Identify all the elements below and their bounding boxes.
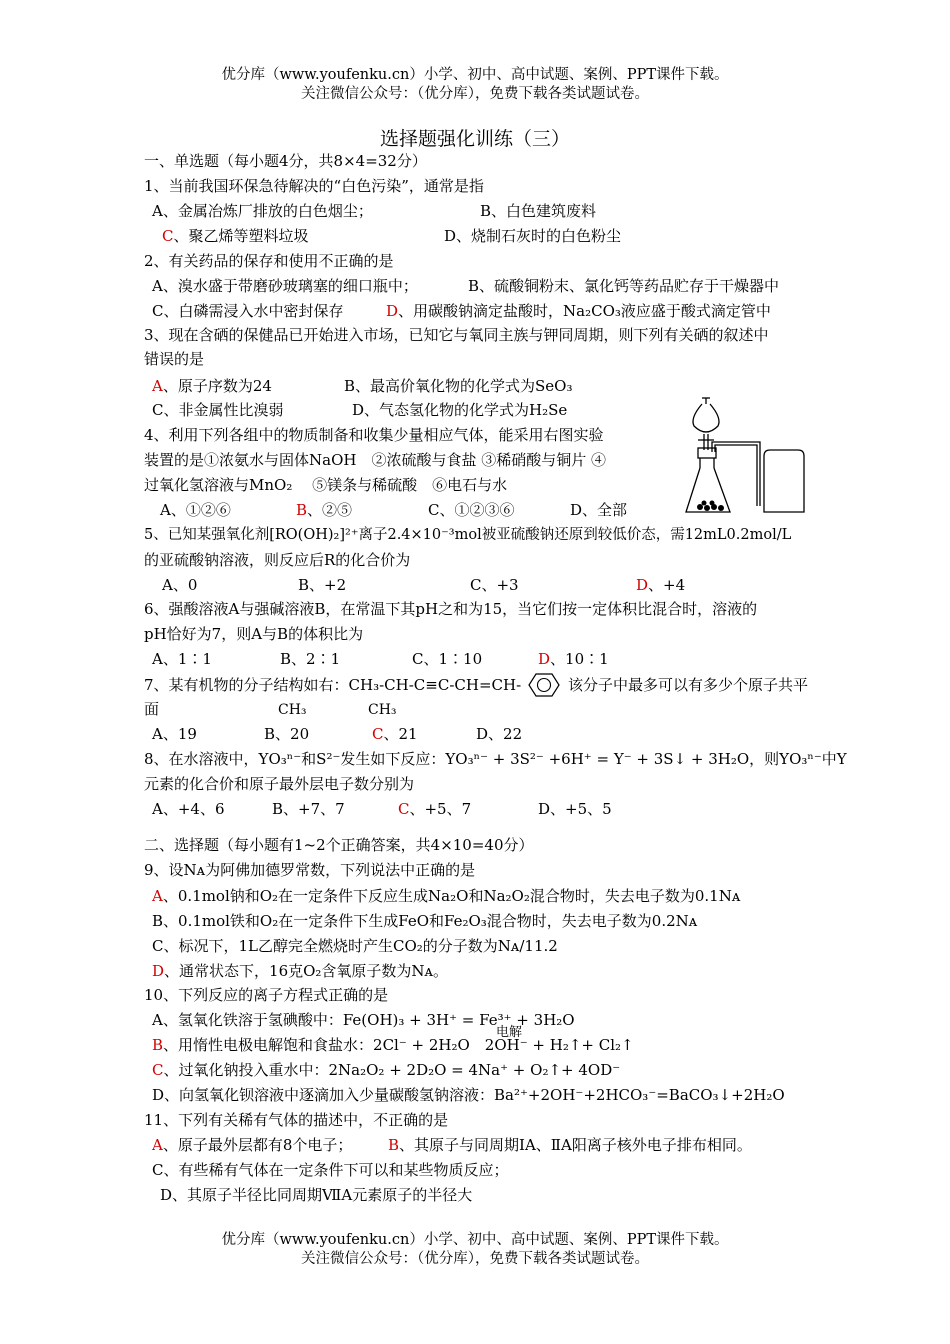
- q9-answer-mark-d: D: [152, 962, 165, 980]
- q4-option-d: D、全部: [570, 501, 628, 519]
- q3-option-c: C、非金属性比溴弱: [152, 401, 284, 419]
- q3-answer-mark: A: [152, 377, 163, 395]
- section-2-heading: 二、选择题（每小题有1~2个正确答案，共4×10=40分）: [144, 836, 534, 854]
- gas-apparatus-diagram: [684, 396, 814, 520]
- q9-stem: 9、设Nᴀ为阿佛加德罗常数，下列说法中正确的是: [144, 861, 476, 879]
- q10-option-b: B、用惰性电极电解饱和食盐水：2Cl⁻ + 2H₂O 2OH⁻ + H₂↑+ Cl₂↑: [152, 1036, 634, 1054]
- q7-stem-2: 面: [144, 700, 160, 718]
- q8-option-d: D、+5、5: [538, 800, 612, 818]
- q6-stem-2: pH恰好为7，则A与B的体积比为: [144, 625, 364, 643]
- q9-answer-mark-a: A: [152, 887, 163, 905]
- q11-answer-mark-b: B: [388, 1136, 400, 1154]
- q1-option-c: C、聚乙烯等塑料垃圾: [162, 227, 309, 245]
- header-line-1: 优分库（www.youfenku.cn）小学、初中、高中试题、案例、PPT课件下载。: [221, 67, 729, 83]
- q10-option-a: A、氢氧化铁溶于氢碘酸中：Fe(OH)₃ + 3H⁺ = Fe³⁺ + 3H₂O: [152, 1011, 575, 1029]
- q11-option-c: C、有些稀有气体在一定条件下可以和某些物质反应；: [152, 1161, 509, 1179]
- q7-answer-mark: C: [372, 725, 384, 743]
- q1-option-d: D、烧制石灰时的白色粉尘: [444, 227, 622, 245]
- q11-stem: 11、下列有关稀有气体的描述中，不正确的是: [144, 1111, 449, 1129]
- q5-option-a: A、0: [162, 576, 198, 594]
- page-title: 选择题强化训练（三）: [379, 128, 570, 150]
- q3-option-b: B、最高价氧化物的化学式为SeO₃: [344, 377, 573, 395]
- q1-stem: 1、当前我国环保急待解决的“白色污染”，通常是指: [144, 177, 484, 195]
- q10-option-d: D、向氢氧化钡溶液中逐滴加入少量碳酸氢钠溶液：Ba²⁺+2OH⁻+2HCO₃⁻=BaCO₃↓+2H₂O: [152, 1086, 785, 1104]
- q7-option-b: B、20: [264, 725, 310, 743]
- q4-option-a: A、①②⑥: [160, 501, 231, 519]
- q4-answer-mark: B: [296, 501, 308, 519]
- q6-answer-mark: D: [538, 650, 551, 668]
- q2-option-d: D、用碳酸钠滴定盐酸时，Na₂CO₃液应盛于酸式滴定管中: [386, 302, 771, 320]
- q11-option-b: B、其原子与同周期ⅠA、ⅡA阳离子核外电子排布相同。: [388, 1136, 752, 1154]
- q10-answer-mark-b: B: [152, 1036, 164, 1054]
- q8-option-b: B、+7、7: [272, 800, 345, 818]
- q2-option-b: B、硫酸铜粉末、氯化钙等药品贮存于干燥器中: [468, 277, 780, 295]
- q5-option-d: D、+4: [636, 576, 686, 594]
- q7-methyl-a: CH₃: [278, 702, 307, 718]
- q8-stem-1: 8、在水溶液中，YO₃ⁿ⁻和S²⁻发生如下反应：YO₃ⁿ⁻ + 3S²⁻ +6H⁺ = Y⁻ + 3S↓ + 3H₂O，则YO₃ⁿ⁻中Y: [144, 750, 847, 768]
- q4-stem-3: 过氧化氢溶液与MnO₂ ⑤镁条与稀硫酸 ⑥电石与水: [144, 476, 508, 494]
- q4-stem-1: 4、利用下列各组中的物质制备和收集少量相应气体，能采用右图实验: [144, 426, 604, 444]
- q7-option-d: D、22: [476, 725, 523, 743]
- q9-option-b: B、0.1mol铁和O₂在一定条件下生成FeO和Fe₂O₃混合物时，失去电子数为0.2Nᴀ: [152, 912, 698, 930]
- q6-option-b: B、2∶1: [280, 650, 341, 668]
- q7-methyl-b: CH₃: [368, 702, 397, 718]
- q2-option-c: C、白磷需浸入水中密封保存: [152, 302, 344, 320]
- q5-stem-2: 的亚硫酸钠溶液，则反应后R的化合价为: [144, 551, 411, 569]
- q11-option-a: A、原子最外层都有8个电子；: [152, 1136, 353, 1154]
- q4-stem-2: 装置的是①浓氨水与固体NaOH ②浓硫酸与食盐 ③稀硝酸与铜片 ④: [144, 451, 606, 469]
- q4-option-b: B、②⑤: [296, 501, 353, 519]
- q6-option-c: C、1∶10: [412, 650, 483, 668]
- q8-option-a: A、+4、6: [152, 800, 225, 818]
- q2-stem: 2、有关药品的保存和使用不正确的是: [144, 252, 394, 270]
- benzene-ring-icon: [528, 672, 560, 698]
- q5-answer-mark: D: [636, 576, 649, 594]
- q6-option-d: D、10∶1: [538, 650, 609, 668]
- q8-answer-mark: C: [398, 800, 410, 818]
- q10-option-c: C、过氧化钠投入重水中：2Na₂O₂ + 2D₂O = 4Na⁺ + O₂↑+ 4OD⁻: [152, 1061, 621, 1079]
- q2-option-a: A、溴水盛于带磨砂玻璃塞的细口瓶中；: [152, 277, 418, 295]
- q3-option-d: D、气态氢化物的化学式为H₂Se: [352, 401, 568, 419]
- q10-stem: 10、下列反应的离子方程式正确的是: [144, 986, 389, 1004]
- q5-option-b: B、+2: [298, 576, 347, 594]
- q9-option-d: D、通常状态下，16克O₂含氧原子数为Nᴀ。: [152, 962, 449, 980]
- q5-stem-1: 5、已知某强氧化剂[RO(OH)₂]²⁺离子2.4×10⁻³mol被亚硫酸钠还原到较低价态，需12mL0.2mol/L: [144, 527, 792, 543]
- footer-line-1: 优分库（www.youfenku.cn）小学、初中、高中试题、案例、PPT课件下载。: [221, 1232, 729, 1248]
- q1-option-b: B、白色建筑废料: [480, 202, 597, 220]
- q3-stem-1: 3、现在含硒的保健品已开始进入市场，已知它与氧同主族与钾同周期，则下列有关硒的叙述中: [144, 326, 769, 344]
- q10-electrolysis-label: 电解: [496, 1025, 523, 1040]
- section-1-heading: 一、单选题（每小题4分，共8×4=32分）: [144, 152, 427, 170]
- q11-option-d: D、其原子半径比同周期ⅦA元素原子的半径大: [160, 1186, 473, 1204]
- q1-answer-mark: C: [162, 227, 174, 245]
- q11-answer-mark-a: A: [152, 1136, 163, 1154]
- header-line-2: 关注微信公众号：（优分库），免费下载各类试题试卷。: [301, 86, 649, 102]
- q9-option-a: A、0.1mol钠和O₂在一定条件下反应生成Na₂O和Na₂O₂混合物时，失去电子数为0.1Nᴀ: [152, 887, 741, 905]
- q3-option-a: A、原子序数为24: [152, 377, 272, 395]
- q8-stem-2: 元素的化合价和原子最外层电子数分别为: [144, 775, 415, 793]
- q2-answer-mark: D: [386, 302, 399, 320]
- q6-stem-1: 6、强酸溶液A与强碱溶液B，在常温下其pH之和为15，当它们按一定体积比混合时，溶液的: [144, 600, 758, 618]
- q7-stem-1: 7、某有机物的分子结构如右：CH₃-CH-C≡C-CH=CH-: [144, 676, 522, 694]
- q8-option-c: C、+5、7: [398, 800, 472, 818]
- q3-stem-2: 错误的是: [144, 350, 205, 368]
- q7-stem-1b: 该分子中最多可以有多少个原子共平: [568, 676, 809, 694]
- q5-option-c: C、+3: [470, 576, 519, 594]
- q7-option-a: A、19: [152, 725, 197, 743]
- q1-option-a: A、金属冶炼厂排放的白色烟尘；: [152, 202, 373, 220]
- q9-option-c: C、标况下，1L乙醇完全燃烧时产生CO₂的分子数为Nᴀ/11.2: [152, 937, 558, 955]
- q4-option-c: C、①②③⑥: [428, 501, 515, 519]
- footer-line-2: 关注微信公众号：（优分库），免费下载各类试题试卷。: [301, 1251, 649, 1267]
- q7-option-c: C、21: [372, 725, 418, 743]
- q10-answer-mark-c: C: [152, 1061, 164, 1079]
- q6-option-a: A、1∶1: [152, 650, 212, 668]
